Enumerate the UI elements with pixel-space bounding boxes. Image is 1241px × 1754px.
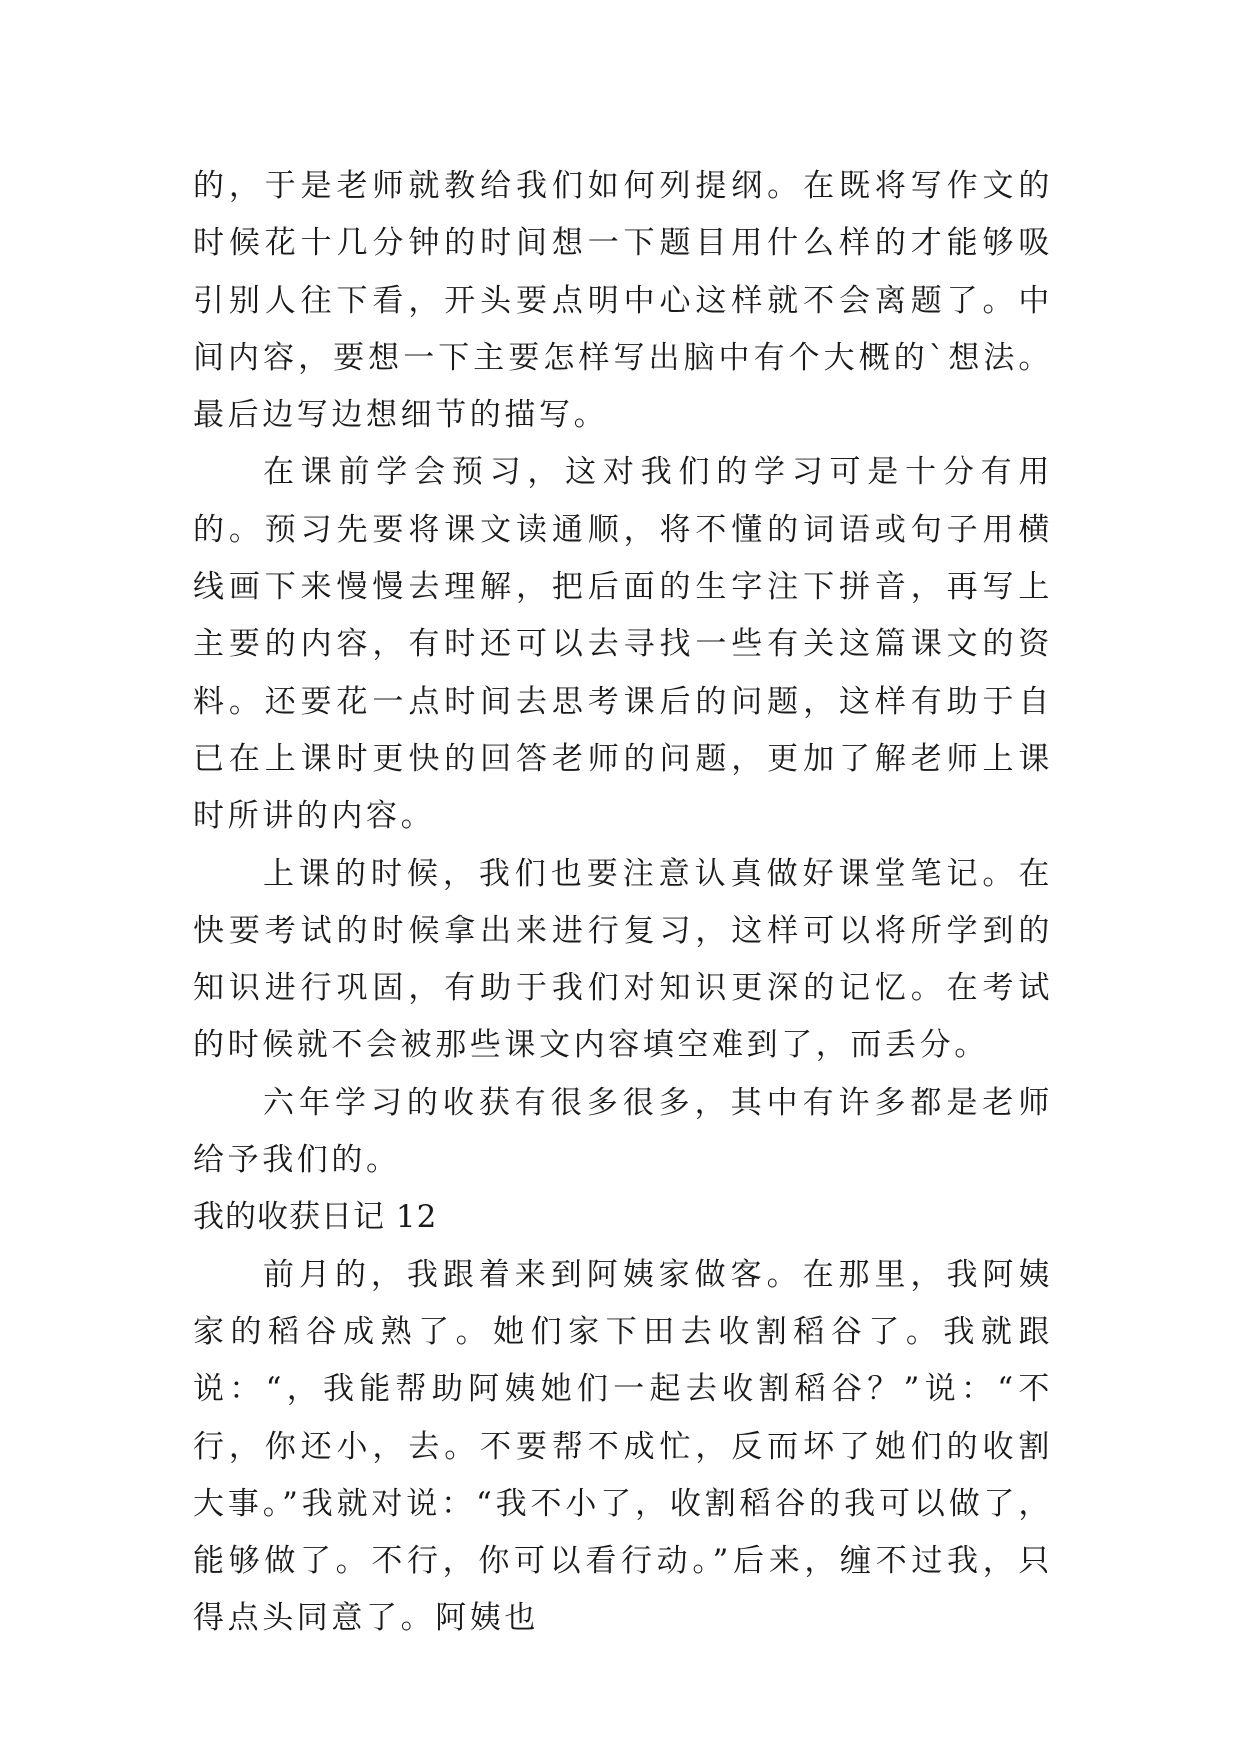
paragraph-six-years-gains: 六年学习的收获有很多很多，其中有许多都是老师给予我们的。 bbox=[193, 1084, 1053, 1179]
paragraph-preview-study: 在课前学会预习，这对我们的学习可是十分有用的。预习先要将课文读通顺，将不懂的词语或句子用横线画下来慢慢去理解，把后面的生字注下拼音，再写上主要的内容，有时还可以去寻找一些有关这篇课文的资料。还要花一点时间去思考课后的问题，这样有助于自已在上课时更快的回答老师的问题，更加了解老师上课时所讲的内容。 bbox=[193, 454, 1053, 835]
paragraph-outline-method: 的，于是老师就教给我们如何列提纲。在既将写作文的时候花十几分钟的时间想一下题目用什么样的才能够吸引别人往下看，开头要点明中心这样就不会离题了。中间内容，要想一下主要怎样写出脑中有个大概的`想法。最后边写边想细节的描写。 bbox=[193, 168, 1053, 434]
paragraph-harvest-rice: 前月的，我跟着来到阿姨家做客。在那里，我阿姨家的稻谷成熟了。她们家下田去收割稻谷了。我就跟说：“，我能帮助阿姨她们一起去收割稻谷？”说：“不行，你还小，去。不要帮不成忙，反而坏了她们的收割大事。”我就对说：“我不小了，收割稻谷的我可以做了，能够做了。不行，你可以看行动。”后来，缠不过我，只得点头同意了。阿姨也 bbox=[193, 1256, 1053, 1637]
document-body bbox=[193, 158, 1053, 1648]
paragraph-class-notes: 上课的时候，我们也要注意认真做好课堂笔记。在快要考试的时候拿出来进行复习，这样可以将所学到的知识进行巩固，有助于我们对知识更深的记忆。在考试的时候就不会被那些课文内容填空难到了，而丢分。 bbox=[193, 855, 1053, 1064]
section-heading: 我的收获日记 12 bbox=[193, 1199, 438, 1236]
